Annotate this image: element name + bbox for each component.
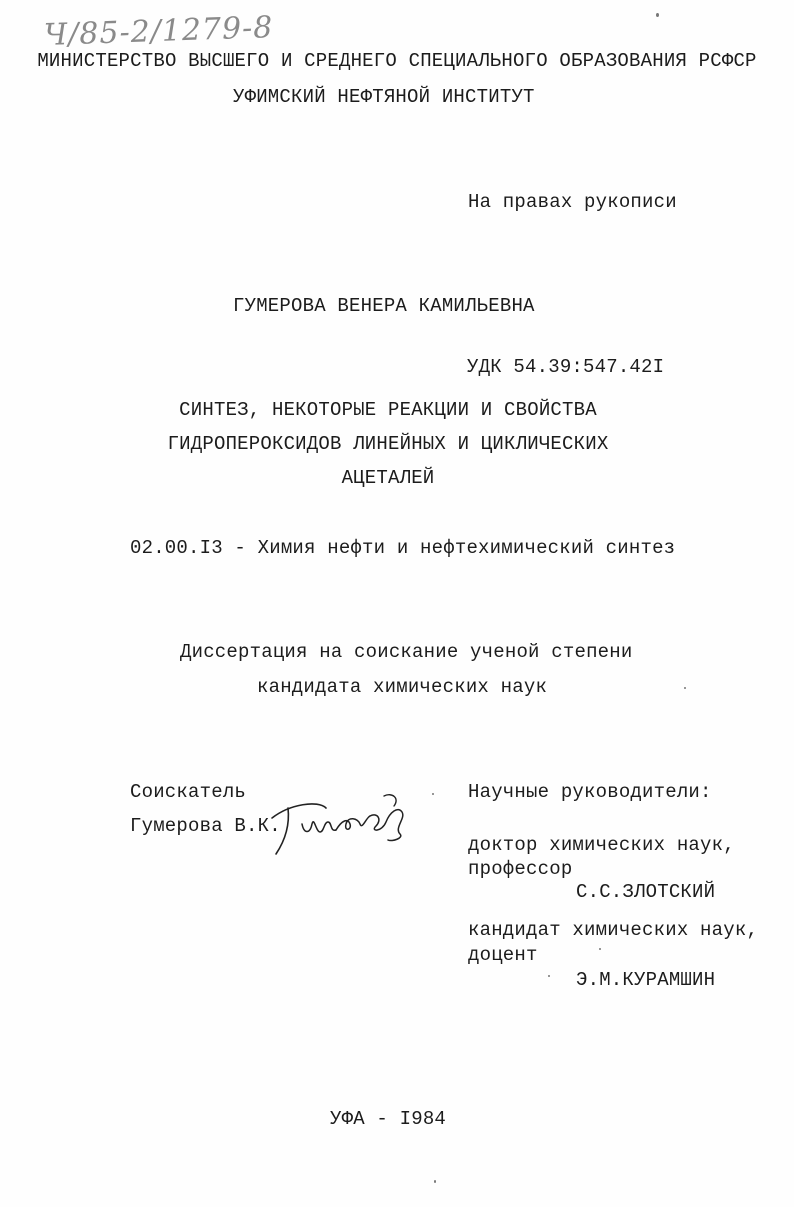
supervisor-2-rank: доцент [468,944,538,966]
author-name: ГУМЕРОВА ВЕНЕРА КАМИЛЬЕВНА [233,295,535,317]
degree-line-2: кандидата химических наук [257,676,548,698]
degree-line-1: Диссертация на соискание ученой степени [180,641,633,663]
supervisor-1-rank: профессор [468,858,573,880]
archive-stamp: Ч/85-2/1279-8 [43,10,274,53]
scan-speck [548,975,550,977]
ministry-heading: МИНИСТЕРСТВО ВЫСШЕГО И СРЕДНЕГО СПЕЦИАЛЬНОГО ОБРАЗОВАНИЯ РСФСР [37,50,757,72]
udc-code: УДК 54.39:547.42I [467,356,665,378]
supervisor-1-name: С.С.ЗЛОТСКИЙ [576,881,716,903]
supervisor-1-title: доктор химических наук, [468,834,735,856]
applicant-label: Соискатель [130,781,247,803]
scan-speck [656,13,659,17]
manuscript-note: На правах рукописи [468,191,677,213]
title-line-2: ГИДРОПЕРОКСИДОВ ЛИНЕЙНЫХ И ЦИКЛИЧЕСКИХ [167,433,609,455]
scan-speck [432,793,434,795]
applicant-name: Гумерова В.К. [130,815,281,837]
scan-speck [684,687,686,689]
institute-heading: УФИМСКИЙ НЕФТЯНОЙ ИНСТИТУТ [233,86,535,108]
title-line-1: СИНТЕЗ, НЕКОТОРЫЕ РЕАКЦИИ И СВОЙСТВА [179,399,597,421]
scan-speck [434,1180,436,1183]
specialty-line: 02.00.I3 - Химия нефти и нефтехимический синтез [130,537,676,559]
title-line-3: АЦЕТАЛЕЙ [341,467,435,489]
scan-speck [599,948,601,950]
supervisors-label: Научные руководители: [468,781,712,803]
supervisor-2-title: кандидат химических наук, [468,919,759,941]
city-year: УФА - I984 [330,1108,447,1130]
supervisor-2-name: Э.М.КУРАМШИН [576,969,716,991]
handwritten-signature [266,784,416,859]
